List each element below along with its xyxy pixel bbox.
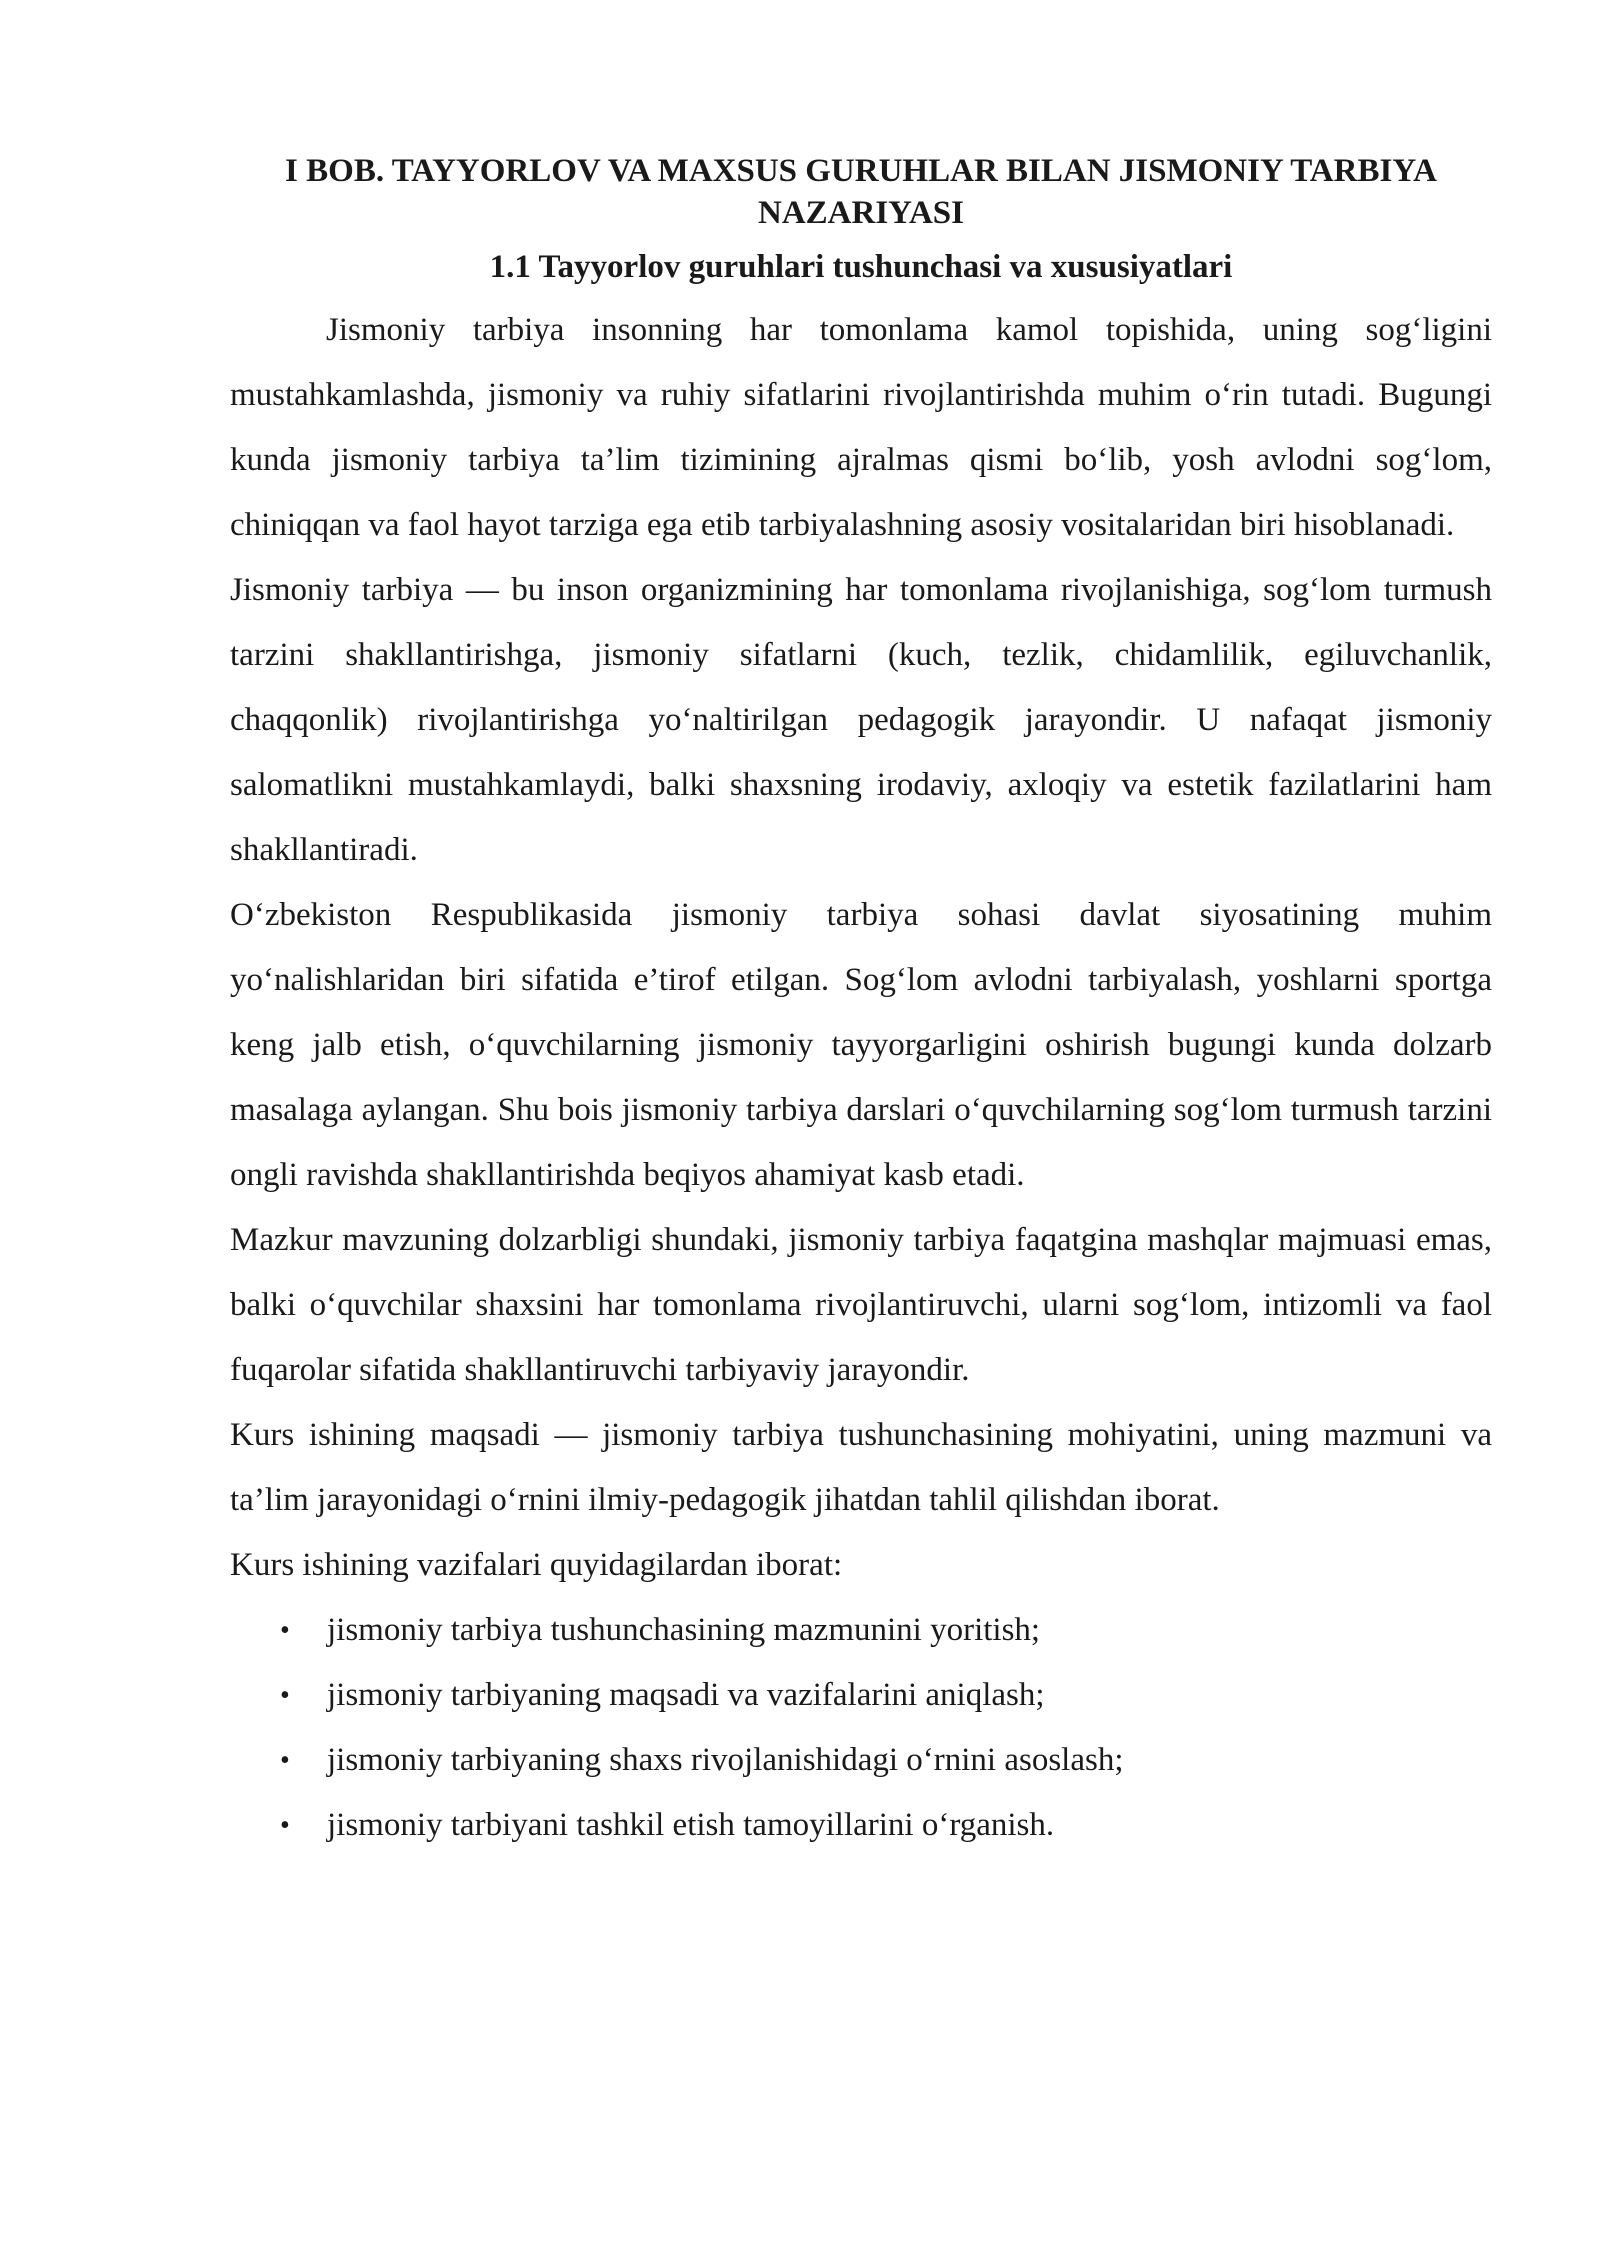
- bullet-icon: •: [280, 1810, 290, 1841]
- paragraph: Mazkur mavzuning dolzarbligi shundaki, jismoniy tarbiya faqatgina mashqlar majmuasi emas, balki o‘quvchilar shaxsini har tomonlama rivojlantiruvchi, ularni sog‘lom, intizomli va faol fuqarolar sifatida shakllantiruvchi tarbiyaviy jarayondir.: [230, 1222, 1492, 1388]
- paragraph: Jismoniy tarbiya insonning har tomonlama kamol topishida, uning sog‘ligini mustahkamlashda, jismoniy va ruhiy sifatlarini rivojlantirishda muhim o‘rin tutadi. Bugungi kunda jismoniy tarbiya ta’lim tizimining ajralmas qismi bo‘lib, yosh avlodni sog‘lom, chiniqqan va faol hayot tarziga ega etib tarbiyalashning asosiy vositalaridan biri hisoblanadi.: [230, 312, 1492, 543]
- list-item: [230, 1663, 1492, 1728]
- list-item-text: jismoniy tarbiyaning maqsadi va vazifalarini aniqlash;: [327, 1677, 1045, 1713]
- bullet-icon: •: [280, 1680, 290, 1711]
- bullet-icon: •: [280, 1615, 290, 1646]
- list-item-text: jismoniy tarbiyani tashkil etish tamoyillarini o‘rganish.: [327, 1807, 1055, 1843]
- list-item-text: jismoniy tarbiya tushunchasining mazmunini yoritish;: [327, 1612, 1041, 1648]
- paragraph: Jismoniy tarbiya — bu inson organizmining har tomonlama rivojlanishiga, sog‘lom turmush tarzini shakllantirishga, jismoniy sifatlarni (kuch, tezlik, chidamlilik, egiluvchanlik, chaqqonlik) rivojlantirishga yo‘naltirilgan pedagogik jarayondir. U nafaqat jismoniy salomatlikni mustahkamlaydi, balki shaxsning irodaviy, axloqiy va estetik fazilatlarini ham shakllantiradi.: [230, 572, 1492, 868]
- paragraph: Kurs ishining vazifalari quyidagilardan iborat:: [230, 1547, 843, 1583]
- tasks-list: [230, 1598, 1492, 1858]
- paragraph: Kurs ishining maqsadi — jismoniy tarbiya tushunchasining mohiyatini, uning mazmuni va ta’lim jarayonidagi o‘rnini ilmiy-pedagogik jihatdan tahlil qilishdan iborat.: [230, 1417, 1492, 1518]
- bullet-icon: •: [280, 1745, 290, 1776]
- chapter-title: I BOB. TAYYORLOV VA MAXSUS GURUHLAR BILAN JISMONIY TARBIYA NAZARIYASI: [285, 153, 1437, 231]
- list-item-text: jismoniy tarbiyaning shaxs rivojlanishidagi o‘rnini asoslash;: [327, 1742, 1124, 1778]
- list-item: [230, 1728, 1492, 1793]
- paragraph: O‘zbekiston Respublikasida jismoniy tarbiya sohasi davlat siyosatining muhim yo‘nalishlaridan biri sifatida e’tirof etilgan. Sog‘lom avlodni tarbiyalash, yoshlarni sportga keng jalb etish, o‘quvchilarning jismoniy tayyorgarligini oshirish bugungi kunda dolzarb masalaga aylangan. Shu bois jismoniy tarbiya darslari o‘quvchilarning sog‘lom turmush tarzini ongli ravishda shakllantirishda beqiyos ahamiyat kasb etadi.: [230, 897, 1492, 1193]
- list-item: [230, 1598, 1492, 1663]
- list-item: [230, 1793, 1492, 1858]
- document-page: [230, 150, 1492, 1858]
- section-title: 1.1 Tayyorlov guruhlari tushunchasi va xususiyatlari: [489, 249, 1233, 285]
